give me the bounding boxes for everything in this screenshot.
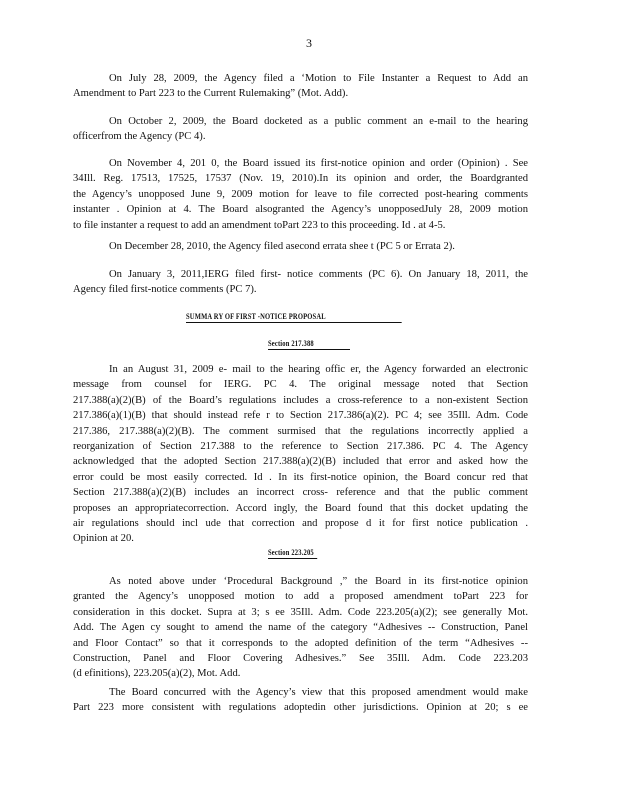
paragraph-line: 34Ill. Reg. 17513, 17525, 17537 (Nov. 19, 2010).In its opinion and order, the Boardgranted [73,173,528,185]
paragraph-first-notice-comments [73,267,528,298]
page-number: 3 [306,36,312,50]
paragraph-line: Add. The Agen cy sought to amend the name of the category “Adhesives -- Construction, Panel [73,622,528,634]
paragraph-line: 217.386(a)(1)(B) that should instead refe r to Section 217.386(a)(2). PC 4; see 35Ill. Adm. Code [73,410,528,422]
paragraph-line: instanter . Opinion at 4. The Board alsogranted the Agency’s unopposedJuly 28, 2009 motion [73,204,528,216]
paragraph-line: air regulations should incl ude that correction and propose d it for first notice publication . [73,518,528,530]
paragraph-line: acknowledged that the adopted Section 217.388(a)(2)(B) included that error and asked how the [73,456,528,468]
paragraph-line: On July 28, 2009, the Agency filed a ‘Motion to File Instanter a Request to Add an [109,73,528,84]
paragraph-section-217-388 [73,362,528,547]
paragraph-line: Construction, Panel and Floor Covering Adhesives.” See 35Ill. Adm. Code 223.203 [73,653,528,665]
paragraph-line: As noted above under ‘Procedural Background ,” the Board in its first-notice opinion [109,576,528,587]
paragraph-line: and Floor Contact” so that it corresponds to the adopted definition of the term “Adhesives -- [73,637,528,649]
paragraph-public-comment [73,114,528,145]
section-217-388-heading: Section 217.388 [268,339,350,350]
paragraph-line: Amendment to Part 223 to the Current Rulemaking” (Mot. Add). [73,88,349,100]
paragraph-line: granted the Agency’s unopposed motion to add a proposed amendment toPart 223 for [73,591,528,603]
paragraph-line: message from counsel for IERG. PC 4. The original message noted that Section [73,379,528,391]
paragraph-line: (d efinitions), 223.205(a)(2), Mot. Add. [73,668,241,680]
paragraph-errata-sheet [73,239,528,254]
paragraph-line: 217.386, 217.388(a)(2)(B). The comment surmised that the regulations incorrectly applied a [73,425,528,437]
paragraph-motion-to-file [73,71,528,102]
paragraph-line: In an August 31, 2009 e- mail to the hearing offic er, the Agency forwarded an electronic [109,364,528,375]
paragraph-board-concurred [73,685,528,716]
paragraph-line: On October 2, 2009, the Board docketed as a public comment an e-mail to the hearing [109,116,528,127]
paragraph-line: the Agency’s unopposed June 9, 2009 motion for leave to file corrected post-hearing comments [73,188,528,200]
paragraph-line: On January 3, 2011,IERG filed first- notice comments (PC 6). On January 18, 2011, the [109,269,528,280]
paragraph-line: On November 4, 201 0, the Board issued its first-notice opinion and order (Opinion) . See [109,158,528,169]
paragraph-line: reorganization of Section 217.388 to the reference to Section 217.386. PC 4. The Agency [73,441,528,453]
paragraph-line: officerfrom the Agency (PC 4). [73,131,206,143]
paragraph-line: Section 217.388(a)(2)(B) includes an incorrect cross- reference and that the public comment [73,487,528,499]
paragraph-line: Agency filed first-notice comments (PC 7). [73,284,257,296]
summary-heading: SUMMA RY OF FIRST -NOTICE PROPOSAL [186,312,402,323]
paragraph-first-notice-opinion [73,156,528,233]
paragraph-line: to file instanter a request to add an amendment toPart 223 to this proceeding. Id . at 4-5. [73,219,446,231]
paragraph-line: Opinion at 20. [73,533,134,545]
paragraph-line: The Board concurred with the Agency’s view that this proposed amendment would make [109,687,528,698]
paragraph-line: Part 223 more consistent with regulations adoptedin other jurisdictions. Opinion at 20; s ee [73,702,528,714]
section-223-205-heading: Section 223.205 [268,548,317,559]
paragraph-line: consideration in this docket. Supra at 3; s ee 35Ill. Adm. Code 223.205(a)(2); see generally Mot. [73,606,528,618]
paragraph-line: 217.388(a)(2)(B) of the Board’s regulations includes a cross-reference to a non-existent Section [73,394,528,406]
paragraph-line: proposes an appropriatecorrection. Accord ingly, the Board found that this docket updating the [73,502,528,514]
paragraph-line: error could be most easily corrected. Id . In its first-notice opinion, the Board concur red that [73,471,528,483]
paragraph-line: On December 28, 2010, the Agency filed asecond errata shee t (PC 5 or Errata 2). [109,241,455,252]
paragraph-section-223-205 [73,574,528,682]
